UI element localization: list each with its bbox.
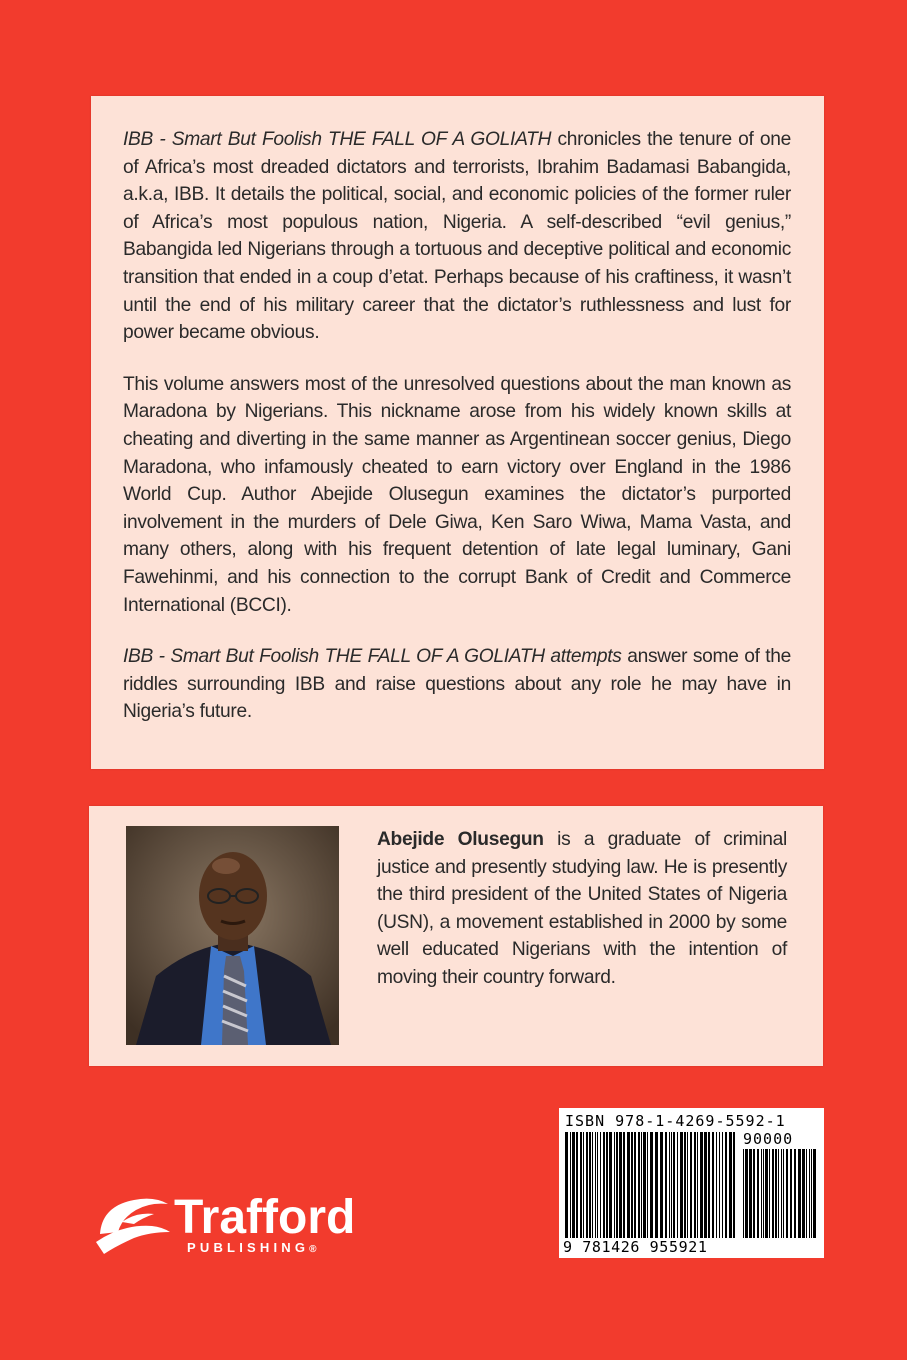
isbn-barcode bbox=[559, 1108, 824, 1258]
book-description bbox=[123, 126, 791, 750]
author-bio bbox=[377, 826, 787, 992]
author-photo bbox=[126, 826, 339, 1045]
barcode-digits: 9 781426 955921 bbox=[563, 1238, 708, 1256]
author-bio-text: is a graduate of criminal justice and presently studying law. He is presently the third president of the United States of Nigeria (USN), a movement established in 2000 by some well educated Nigerians with the intention of moving their country forward. bbox=[377, 829, 787, 988]
description-text-3: answer some of the riddles surrounding IBB and raise questions about any role he may have in Nigeria’s future. bbox=[123, 646, 791, 723]
addon-barcode-bars bbox=[743, 1149, 817, 1238]
price-code: 90000 bbox=[743, 1130, 794, 1148]
description-paragraph-3 bbox=[123, 643, 791, 726]
book-title-italic: IBB - Smart But Foolish THE FALL OF A GOLIATH bbox=[123, 129, 552, 150]
isbn-number: ISBN 978-1-4269-5592-1 bbox=[565, 1112, 786, 1130]
main-barcode-bars bbox=[565, 1132, 737, 1238]
publisher-name: Trafford bbox=[174, 1191, 356, 1244]
description-text-1: chronicles the tenure of one of Africa’s most dreaded dictators and terrorists, Ibrahim Badamasi Babangida, a.k.a, IBB. It details the political, social, and economic policies of the former ruler of Africa’s most populous nation, Nigeria. A self-described “evil genius,” Babangida led Nigerians through a tortuous and deceptive political and economic transition that ended in a coup d’etat. Perhaps because of his craftiness, it wasn’t until the end of his military career that the dictator’s ruthlessness and lust for power became obvious. bbox=[123, 129, 791, 344]
registered-mark: ® bbox=[309, 1244, 317, 1255]
book-title-italic-2: IBB - Smart But Foolish THE FALL OF A GOLIATH attempts bbox=[123, 646, 622, 668]
trafford-wave-icon bbox=[92, 1192, 172, 1258]
author-bio-panel bbox=[89, 806, 823, 1066]
description-paragraph-1 bbox=[123, 126, 791, 347]
trafford-publishing-logo bbox=[92, 1190, 392, 1260]
author-name: Abejide Olusegun bbox=[377, 829, 544, 850]
publisher-sub-text: PUBLISHING bbox=[187, 1240, 310, 1255]
description-paragraph-2: This volume answers most of the unresolved questions about the man known as Maradona by Nigerians. This nickname arose from his widely known skills at cheating and diverting in the same manner as Argentinean soccer genius, Diego Maradona, who infamously cheated to earn victory over England in the 1986 World Cup. Author Abejide Olusegun examines the dictator’s purported involvement in the murders of Dele Giwa, Ken Saro Wiwa, Mama Vasta, and many others, along with his frequent detention of late legal luminary, Gani Fawehinmi, and his connection to the corrupt Bank of Credit and Commerce International (BCCI). bbox=[123, 373, 791, 616]
publisher-subtitle bbox=[187, 1240, 317, 1255]
book-description-panel bbox=[91, 96, 824, 769]
